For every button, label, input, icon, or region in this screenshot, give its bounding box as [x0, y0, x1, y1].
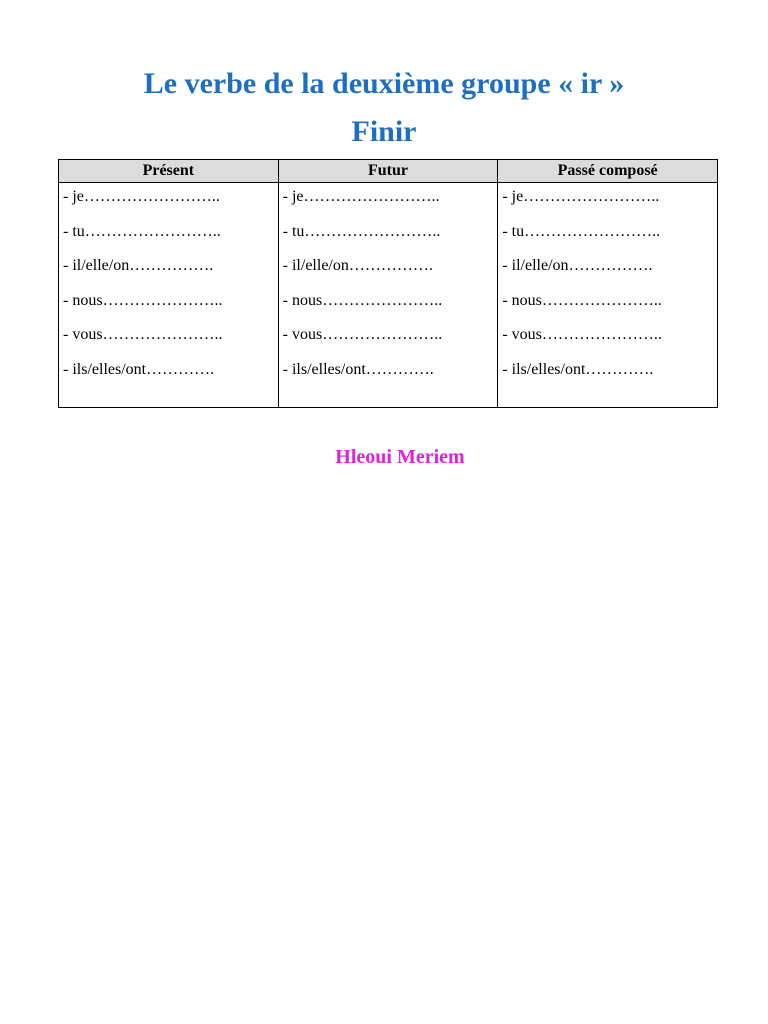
passe-tu-line: - tu…………………….. [502, 222, 661, 240]
present-nous-line: - nous………………….. [63, 291, 223, 309]
futur-il-line: - il/elle/on……………. [282, 257, 433, 274]
futur-vous-line: - vous………………….. [282, 326, 443, 343]
present-vous-line: - vous………………….. [63, 326, 223, 343]
futur-nous-line: - nous………………….. [282, 291, 443, 309]
conjugation-table [58, 159, 718, 408]
futur-ils-line: - ils/elles/ont…………. [282, 360, 434, 378]
present-ils-line: - ils/elles/ont…………. [63, 360, 215, 378]
author-name: Hleoui Meriem [335, 446, 465, 468]
table-row [59, 183, 718, 408]
futur-je-line: - je…………………….. [282, 188, 440, 205]
present-column [59, 183, 279, 408]
present-tu-line: - tu…………………….. [63, 222, 221, 240]
passe-vous-line: - vous………………….. [502, 326, 662, 343]
passe-compose-column [498, 183, 718, 408]
futur-tu-line: - tu…………………….. [282, 222, 441, 240]
header-present: Présent [59, 160, 279, 183]
present-je-line: - je…………………….. [63, 188, 220, 205]
table-header-row [59, 160, 718, 183]
passe-nous-line: - nous………………….. [502, 291, 662, 309]
header-futur: Futur [278, 160, 498, 183]
header-passe-compose: Passé composé [498, 160, 718, 183]
passe-je-line: - je…………………….. [502, 188, 660, 205]
page-title: Le verbe de la deuxième groupe « ir » [143, 67, 625, 100]
passe-il-line: - il/elle/on……………. [502, 257, 653, 274]
present-il-line: - il/elle/on……………. [63, 257, 214, 274]
passe-ils-line: - ils/elles/ont…………. [502, 360, 654, 378]
futur-column [278, 183, 498, 408]
verb-title: Finir [351, 115, 417, 148]
